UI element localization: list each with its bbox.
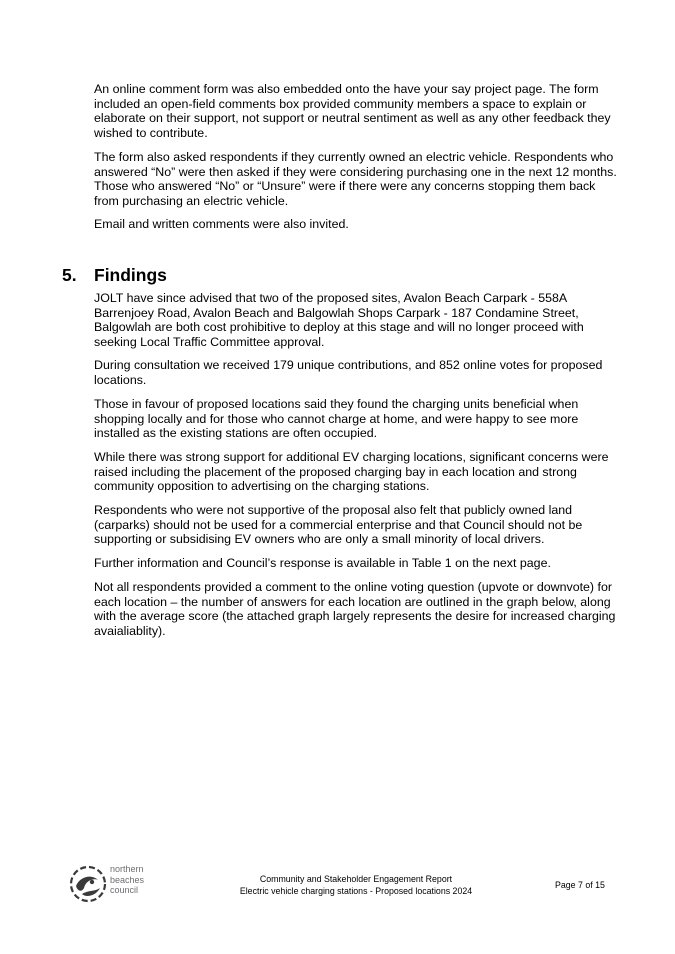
council-emblem-icon xyxy=(68,864,108,904)
paragraph-in-favour: Those in favour of proposed locations said they found the charging units beneficial when shopping locally and for those who cannot charge at home, and were happy to see more installed as the existing stations are often occupied. xyxy=(94,397,579,441)
paragraph-voting-note: Not all respondents provided a comment to the online voting question (upvote or downvote) for each location – the number of answers for each location are outlined in the graph below, along with the average score (the attached graph largely represents the desire for increased charging avaialiablity). xyxy=(94,580,616,638)
logo-word-council: council xyxy=(110,885,139,895)
paragraph-email-comments: Email and written comments were also invited. xyxy=(94,217,349,231)
paragraph-jolt-advice: JOLT have since advised that two of the proposed sites, Avalon Beach Carpark - 558A Barrenjoey Road, Avalon Beach and Balgowlah Shops Carpark - 187 Condamine Street, Balgowlah are both cost prohibitive to deploy at this stage and will no longer proceed with seeking Local Traffic Committee approval. xyxy=(94,291,584,349)
paragraph-contributions: During consultation we received 179 unique contributions, and 852 online votes for proposed locations. xyxy=(94,358,603,387)
page-number: Page 7 of 15 xyxy=(555,880,605,890)
logo-word-northern: northern xyxy=(110,864,144,874)
paragraph-further-info: Further information and Council’s response is available in Table 1 on the next page. xyxy=(94,556,551,570)
paragraph-concerns: While there was strong support for additional EV charging locations, significant concerns were raised including the placement of the proposed charging bay in each location and strong community opposition to advertising on the charging stations. xyxy=(94,450,609,494)
paragraph-comment-form: An online comment form was also embedded onto the have your say project page. The form included an open-field comments box provided community members a space to explain or elaborate on their support, not support or neutral sentiment as well as any other feedback they wished to contribute. xyxy=(94,82,611,140)
footer-title-line1: Community and Stakeholder Engagement Report xyxy=(259,874,453,884)
section-heading-findings xyxy=(62,265,167,286)
logo-wordmark xyxy=(110,864,144,896)
footer-title-line2: Electric vehicle charging stations - Proposed locations 2024 xyxy=(239,885,473,896)
council-logo xyxy=(68,864,178,904)
logo-word-beaches: beaches xyxy=(110,874,145,885)
paragraph-not-supportive: Respondents who were not supportive of the proposal also felt that publicly owned land (carparks) should not be used for a commercial enterprise and that Council should not be supporting or subsidising EV owners who are only a small minority of local drivers. xyxy=(94,503,583,547)
paragraph-ev-ownership: The form also asked respondents if they currently owned an electric vehicle. Respondents who answered “No” were then asked if they were considering purchasing one in the next 12 months. Those who answered “No” or “Unsure” were if there were any concerns stopping them back from purchasing an electric vehicle. xyxy=(94,150,617,208)
section-title: Findings xyxy=(94,265,167,285)
footer-report-title xyxy=(200,874,512,897)
section-number: 5. xyxy=(62,265,77,285)
